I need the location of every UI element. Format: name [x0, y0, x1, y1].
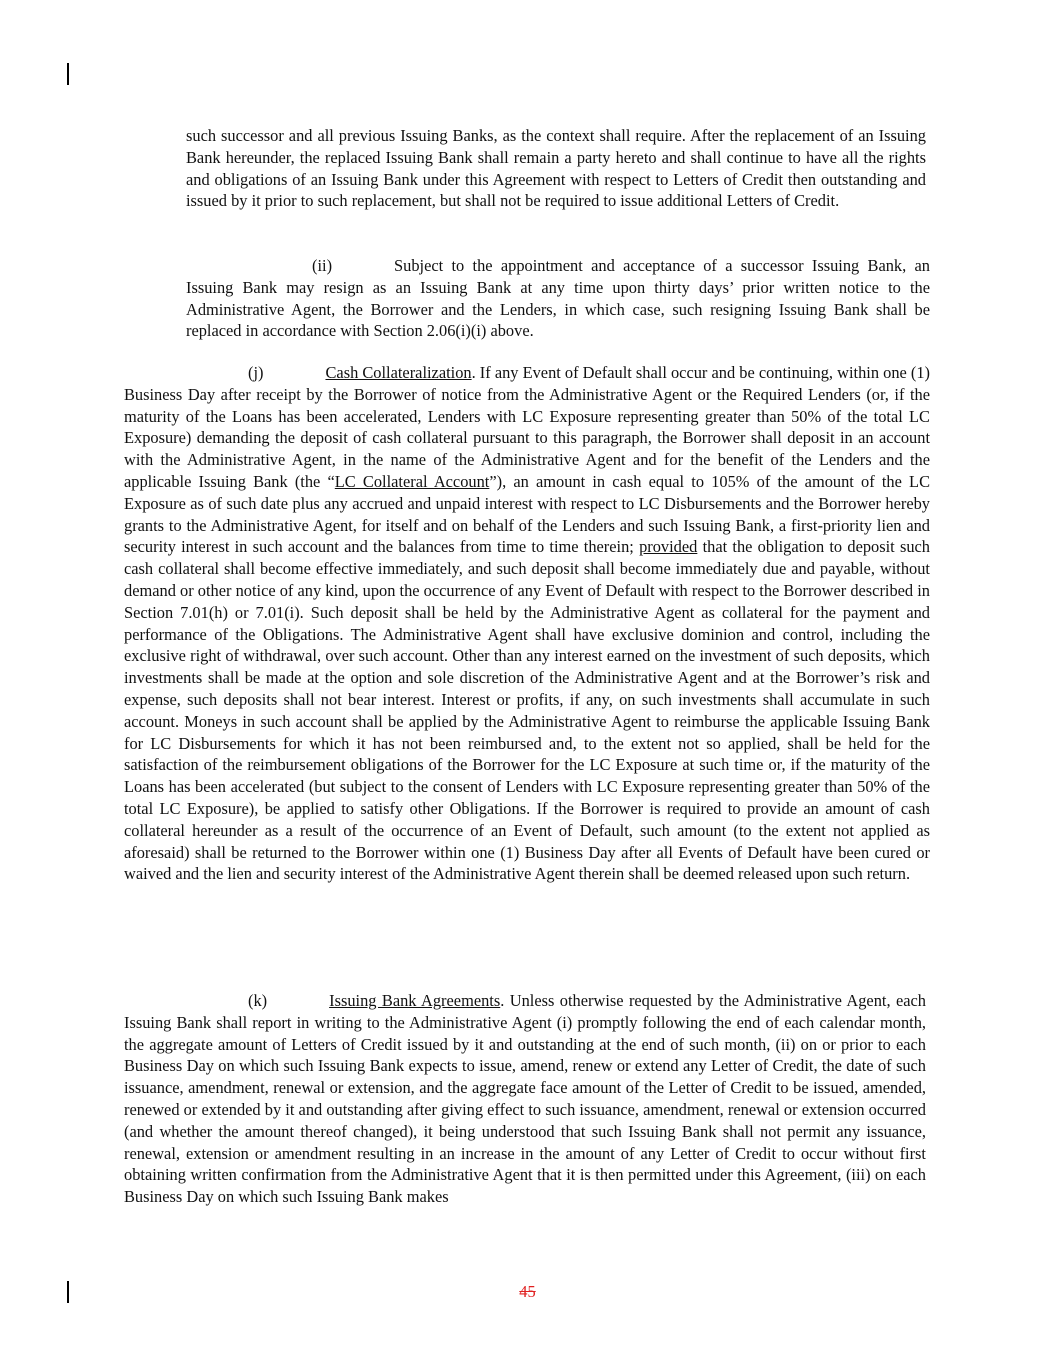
page-number: 45 [519, 1282, 536, 1301]
proviso-provided: provided [639, 537, 698, 557]
paragraph-i-continuation: such successor and all previous Issuing Banks, as the context shall require. After the replacement of an Issuing Bank hereunder, the replaced Issuing Bank shall remain a party hereto and shall continue to have all the rights and obligations of an Issuing Bank under this Agreement with respect to Letters of Credit then outstanding and issued by it prior to such replacement, but shall not be required to issue additional Letters of Credit. [186, 126, 926, 211]
paragraph-ii-text: Subject to the appointment and acceptance of a successor Issuing Bank, an Issuing Bank may resign as an Issuing Bank at any time upon thirty days’ prior written notice to the Administrative Agent, the Borrower and the Lenders, in which case, such resigning Issuing Bank shall be replaced in accordance with Section 2.06(i)(i) above. [186, 256, 930, 341]
paragraph-j [124, 362, 930, 885]
paragraph-j-label: (j) [248, 363, 264, 382]
paragraph-j-text-3: that the obligation to deposit such cash collateral shall become effective immediately, and such deposit shall become immediately due and payable, without demand or other notice of any kind, upon the occurrence of any Event of Default with respect to the Borrower described in Section 7.01(h) or 7.01(i). Such deposit shall be held by the Administrative Agent as collateral for the payment and performance of the Obligations. The Administrative Agent shall have exclusive dominion and control, including the exclusive right of withdrawal, over such account. Other than any interest earned on the investment of such deposits, which investments shall be made at the option and sole discretion of the Administrative Agent and at the Borrower’s risk and expense, such deposits shall not bear interest. Interest or profits, if any, on such investments shall accumulate in such account. Moneys in such account shall be applied by the Administrative Agent to reimburse the applicable Issuing Bank for LC Disbursements for which it has not been reimbursed and, to the extent not so applied, shall be held for the satisfaction of the reimbursement obligations of the Borrower for the LC Exposure at such time or, if the maturity of the Loans has been accelerated (but subject to the consent of Lenders with LC Exposure representing greater than 50% of the total LC Exposure), be applied to satisfy other Obligations. If the Borrower is required to provide an amount of cash collateral hereunder as a result of the occurrence of an Event of Default, such amount (to the extent not applied as aforesaid) shall be returned to the Borrower within one (1) Business Day after all Events of Default have been cured or waived and the lien and security interest of the Administrative Agent therein shall be deemed released upon such return. [124, 537, 931, 884]
paragraph-ii-label: (ii) [312, 256, 333, 275]
paragraph-j-text-1: . If any Event of Default shall occur and be continuing, within one (1) Business Day after receipt by the Borrower of notice from the Administrative Agent or the Required Lenders (or, if the maturity of the Loans has been accelerated, Lenders with LC Exposure representing greater than 50% of the total LC Exposure) demanding the deposit of cash collateral pursuant to this paragraph, the Borrower shall deposit in an account with the Administrative Agent, in the name of the Administrative Agent and for the benefit of the Lenders and the applicable Issuing Bank (the “ [124, 363, 930, 491]
paragraph-j-text-2: ”), an amount in cash equal to 105% of the amount of the LC Exposure as of such date plus any accrued and unpaid interest with respect to LC Disbursements and the Borrower hereby grants to the Administrative Agent, for itself and on behalf of the Lenders and such Issuing Bank, a first-priority lien and security interest in such account and the balances from time to time therein; [124, 471, 931, 557]
paragraph-k [124, 990, 926, 1208]
change-bar-top [67, 63, 69, 85]
paragraph-k-heading: Issuing Bank Agreements [329, 991, 501, 1010]
defined-term-lc-collateral-account: LC Collateral Account [334, 471, 490, 491]
paragraph-j-heading: Cash Collateralization [325, 363, 472, 382]
paragraph-k-label: (k) [248, 991, 268, 1010]
paragraph-ii [186, 255, 930, 342]
paragraph-k-text: . Unless otherwise requested by the Administrative Agent, each Issuing Bank shall report in writing to the Administrative Agent (i) promptly following the end of each calendar month, the aggregate amount of Letters of Credit issued by it and outstanding at the end of such month, (ii) on or prior to each Business Day on which such Issuing Bank expects to issue, amend, renew or extend any Letter of Credit, the date of such issuance, amendment, renewal or extension, and the aggregate face amount of the Letter of Credit to be issued, amended, renewed or extended by it and outstanding after giving effect to such issuance, amendment, renewal or extension occurred (and whether the amount thereof changed), it being understood that such Issuing Bank shall not permit any issuance, renewal, extension or amendment resulting in an increase in the amount of any Letter of Credit to occur without first obtaining written confirmation from the Administrative Agent that it is then permitted under this Agreement, (iii) on each Business Day on which such Issuing Bank makes [124, 991, 926, 1207]
